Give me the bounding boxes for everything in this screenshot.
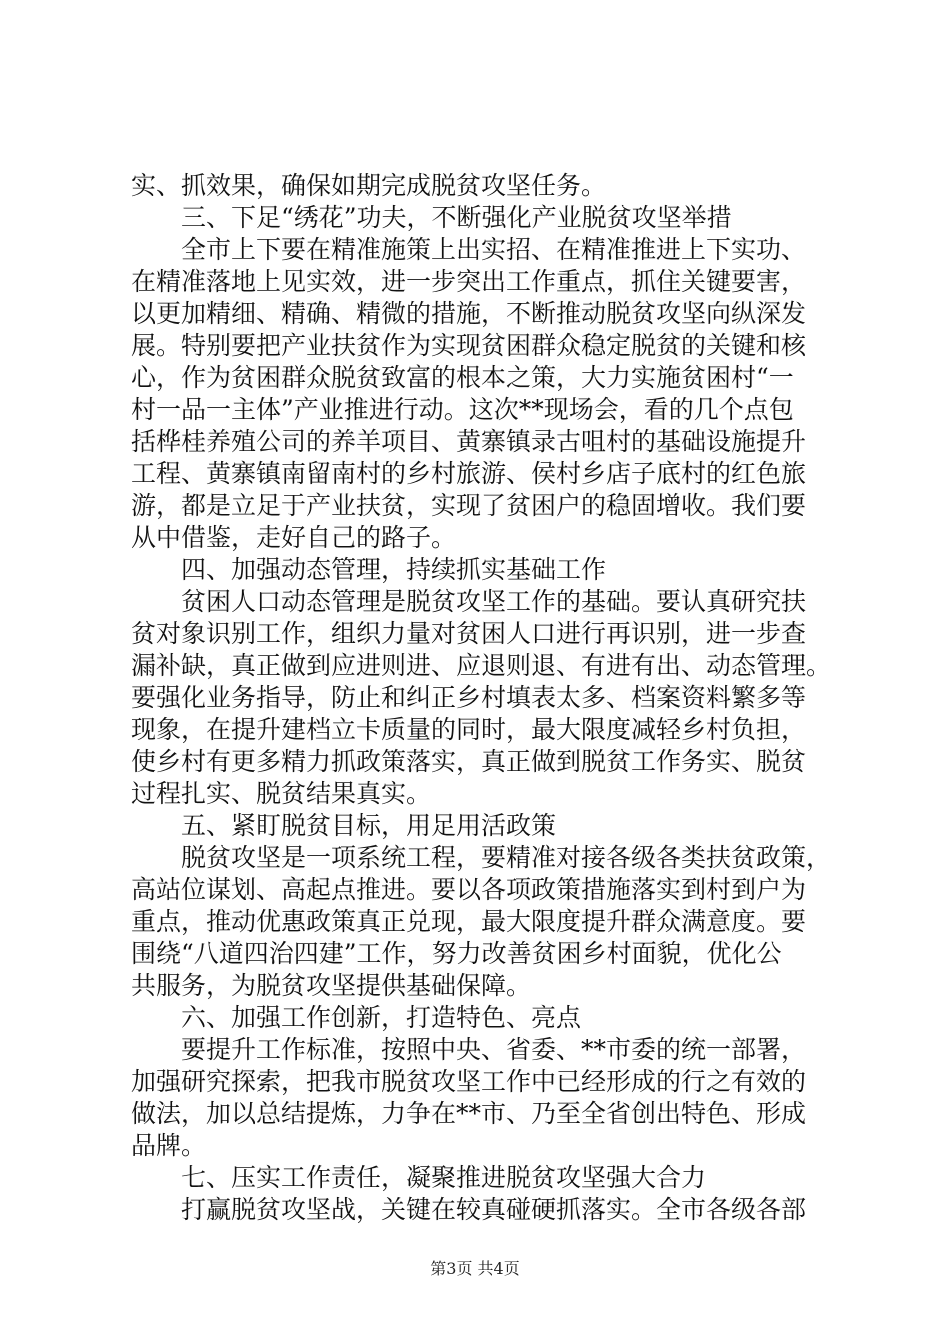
text-line: 村一品一主体”产业推进行动。这次**现场会，看的几个点包	[131, 395, 794, 424]
text-line: 括桦桂养殖公司的养羊项目、黄寨镇录古咀村的基础设施提升	[131, 427, 807, 456]
text-line: 使乡村有更多精力抓政策落实，真正做到脱贫工作务实、脱贫	[131, 747, 807, 776]
text-line: 全市上下要在精准施策上出实招、在精准推进上下实功、	[181, 235, 807, 264]
text-line: 四、加强动态管理，持续抓实基础工作	[181, 555, 607, 584]
text-line: 围绕“八道四治四建”工作，努力改善贫困乡村面貌，优化公	[131, 939, 782, 968]
text-line: 漏补缺，真正做到应进则进、应退则退、有进有出、动态管理。	[131, 651, 832, 680]
text-line: 游，都是立足于产业扶贫，实现了贫困户的稳固增收。我们要	[131, 491, 807, 520]
text-line: 要提升工作标准，按照中央、省委、**市委的统一部署，	[181, 1035, 807, 1064]
text-line: 加强研究探索，把我市脱贫攻坚工作中已经形成的行之有效的	[131, 1067, 807, 1096]
text-line: 品牌。	[131, 1131, 207, 1160]
text-line: 共服务，为脱贫攻坚提供基础保障。	[131, 971, 532, 1000]
document-body	[131, 170, 836, 1226]
text-line: 要强化业务指导，防止和纠正乡村填表太多、档案资料繁多等	[131, 683, 807, 712]
text-line: 七、压实工作责任，凝聚推进脱贫攻坚强大合力	[181, 1163, 707, 1192]
text-line: 从中借鉴，走好自己的路子。	[131, 523, 457, 552]
text-line: 在精准落地上见实效，进一步突出工作重点，抓住关键要害，	[131, 267, 807, 296]
text-line: 贫困人口动态管理是脱贫攻坚工作的基础。要认真研究扶	[181, 587, 807, 616]
text-line: 工程、黄寨镇南留南村的乡村旅游、侯村乡店子底村的红色旅	[131, 459, 807, 488]
text-line: 展。特别要把产业扶贫作为实现贫困群众稳定脱贫的关键和核	[131, 331, 807, 360]
text-line: 高站位谋划、高起点推进。要以各项政策措施落实到村到户为	[131, 875, 807, 904]
text-line: 实、抓效果，确保如期完成脱贫攻坚任务。	[131, 171, 607, 200]
text-line: 五、紧盯脱贫目标，用足用活政策	[181, 811, 557, 840]
text-line: 以更加精细、精确、精微的措施，不断推动脱贫攻坚向纵深发	[131, 299, 807, 328]
text-line: 打赢脱贫攻坚战，关键在较真碰硬抓落实。全市各级各部	[181, 1195, 807, 1224]
page-footer: 第3页 共4页	[430, 1259, 520, 1278]
text-line: 重点，推动优惠政策真正兑现，最大限度提升群众满意度。要	[131, 907, 807, 936]
text-line: 过程扎实、脱贫结果真实。	[131, 779, 432, 808]
text-line: 心，作为贫困群众脱贫致富的根本之策，大力实施贫困村“一	[131, 363, 794, 392]
text-line: 现象，在提升建档立卡质量的同时，最大限度减轻乡村负担，	[131, 715, 807, 744]
text-line: 贫对象识别工作，组织力量对贫困人口进行再识别，进一步查	[131, 619, 807, 648]
text-line: 做法，加以总结提炼，力争在**市、乃至全省创出特色、形成	[131, 1099, 807, 1128]
text-line: 三、下足“绣花”功夫，不断强化产业脱贫攻坚举措	[181, 203, 732, 232]
text-line: 六、加强工作创新，打造特色、亮点	[181, 1003, 582, 1032]
text-line: 脱贫攻坚是一项系统工程，要精准对接各级各类扶贫政策，	[181, 843, 832, 872]
